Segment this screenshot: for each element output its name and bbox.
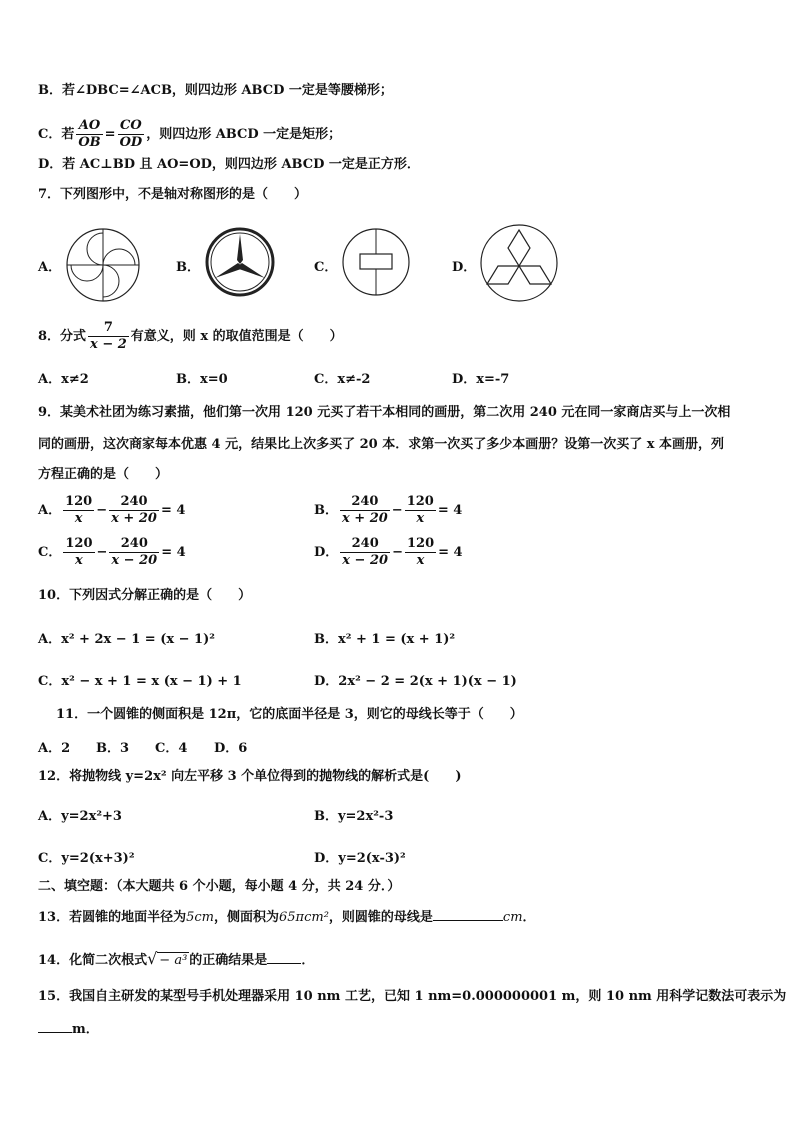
q7-figure-d-three-diamonds [478, 222, 560, 304]
q12-stem: 12．将抛物线 y=2x² 向左平移 3 个单位得到的抛物线的解析式是( ) [38, 769, 462, 784]
q10-option-b: B．x² + 1 = (x + 1)² [314, 632, 456, 647]
q7-label-a: A． [38, 260, 62, 275]
q9-option-d: D． $\frac{240}{x - 20}$ − $\frac{120}{x}$ = 4 [314, 536, 463, 568]
q11-option-c: C．4 [155, 741, 188, 756]
q10-stem: 10．下列因式分解正确的是（ ） [38, 588, 252, 603]
q14-answer-blank[interactable] [267, 951, 301, 964]
q14-sqrt: √ − a³ [147, 949, 188, 968]
q6-fraction-ao-ob: $\frac{AO}{OB}$ [78, 118, 101, 150]
q9-line-1: 9．某美术社团为练习素描，他们第一次用 120 元买了若干本相同的画册，第二次用 240 元在同一家商店买与上一次相 [38, 405, 731, 420]
q7-figure-c-circle-rectangle [340, 226, 412, 298]
q9-line-3: 方程正确的是（ ） [38, 467, 169, 482]
q6-option-c [38, 118, 341, 151]
q14-stem: 14．化简二次根式√ − a³ 的正确结果是 ． [38, 949, 315, 968]
q9-d-frac-2: $\frac{120}{x}$ [406, 536, 435, 568]
q8-prefix: 8．分式 [38, 329, 87, 344]
q8-option-c: C．x≠-2 [314, 372, 371, 387]
q9-a-frac-1: $\frac{120}{x}$ [65, 494, 93, 526]
q7-stem: 7．下列图形中，不是轴对称图形的是（ ） [38, 187, 308, 202]
q15-line-1: 15．我国自主研发的某型号手机处理器采用 10 nm 工艺，已知 1 nm=0.000000001 m，则 10 nm 用科学记数法可表示为 [38, 989, 787, 1004]
q9-line-2: 同的画册，这次商家每本优惠 4 元，结果比上次多买了 20 本．求第一次买了多少本画册？设第一次买了 x 本画册，列 [38, 437, 725, 452]
q12-option-a: A．y=2x²+3 [38, 809, 122, 824]
q12-option-d: D．y=2(x-3)² [314, 851, 406, 866]
q9-c-frac-2: $\frac{240}{x - 20}$ [111, 536, 158, 568]
q8-stem [38, 320, 343, 353]
q9-a-frac-2: $\frac{240}{x + 20}$ [111, 494, 157, 526]
q9-b-frac-2: $\frac{120}{x}$ [406, 494, 434, 526]
q13-lateral-area: 65πcm² [279, 910, 329, 925]
q8-option-d: D．x=-7 [452, 372, 510, 387]
q9-option-b: B． $\frac{240}{x + 20}$ − $\frac{120}{x}$ = 4 [314, 494, 463, 526]
q12-option-c: C．y=2(x+3)² [38, 851, 135, 866]
q10-option-d: D．2x² − 2 = 2(x + 1)(x − 1) [314, 674, 517, 689]
q6-fraction-co-od: $\frac{CO}{OD}$ [119, 118, 143, 150]
q10-option-a: A．x² + 2x − 1 = (x − 1)² [38, 632, 215, 647]
q8-fraction: $\frac{7}{x - 2}$ [90, 320, 127, 352]
q13-radius: 5cm [186, 910, 214, 925]
q13-answer-blank[interactable] [433, 908, 503, 921]
q7-label-d: D． [452, 260, 477, 275]
q12-option-b: B．y=2x²-3 [314, 809, 394, 824]
q8-option-b: B．x=0 [176, 372, 228, 387]
q15-answer-blank[interactable] [38, 1020, 72, 1033]
q7-label-c: C． [314, 260, 338, 275]
q11-option-b: B．3 [96, 741, 130, 756]
q11-stem: 11．一个圆锥的侧面积是 12π，它的底面半径是 3，则它的母线长等于（ ） [56, 707, 523, 722]
q9-b-frac-1: $\frac{240}{x + 20}$ [342, 494, 388, 526]
q11-option-d: D．6 [214, 741, 248, 756]
q6-option-c-suffix: ，则四边形 ABCD 一定是矩形； [146, 127, 342, 142]
q7-figure-a-pinwheel-circle [64, 226, 142, 304]
q6-equals: = [104, 127, 116, 142]
q8-option-a: A．x≠2 [38, 372, 89, 387]
q9-option-a: A． $\frac{120}{x}$ − $\frac{240}{x + 20}$ = 4 [38, 494, 186, 526]
q9-d-frac-1: $\frac{240}{x - 20}$ [342, 536, 389, 568]
q6-option-c-prefix: C．若 [38, 127, 75, 142]
q6-option-b: B．若∠DBC=∠ACB，则四边形 ABCD 一定是等腰梯形； [38, 83, 393, 98]
q11-option-a: A．2 [38, 741, 71, 756]
q13-stem: 13．若圆锥的地面半径为5cm，侧面积为65πcm²，则圆锥的母线是 cm． [38, 910, 536, 925]
q9-option-c: C． $\frac{120}{x}$ − $\frac{240}{x - 20}$ = 4 [38, 536, 186, 568]
q8-suffix: 有意义，则 x 的取值范围是（ ） [130, 329, 343, 344]
q15-line-2: m． [38, 1020, 99, 1039]
q10-option-c: C．x² − x + 1 = x (x − 1) + 1 [38, 674, 242, 689]
q7-label-b: B． [176, 260, 200, 275]
q9-c-frac-1: $\frac{120}{x}$ [65, 536, 93, 568]
q6-option-d: D．若 AC⊥BD 且 AO=OD，则四边形 ABCD 一定是正方形． [38, 157, 420, 172]
q7-figure-b-three-point-star [204, 226, 276, 298]
section-2-heading: 二、填空题：（本大题共 6 个小题，每小题 4 分，共 24 分．） [38, 879, 401, 894]
